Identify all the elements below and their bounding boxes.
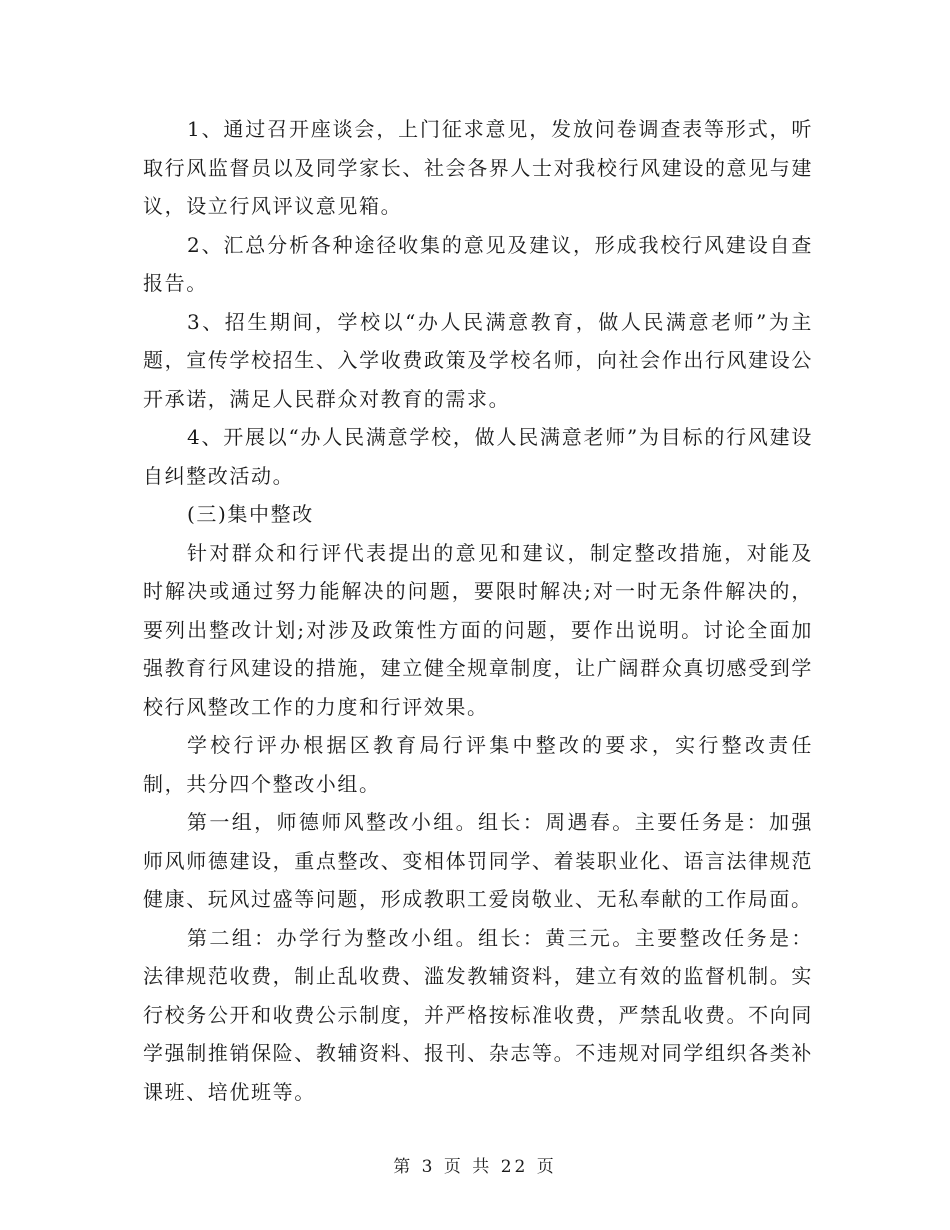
section-heading: (三)集中整改 — [187, 502, 314, 526]
paragraph-1: 1、通过召开座谈会，上门征求意见，发放问卷调查表等形式，听取行风监督员以及同学家长、社会各界人士对我校行风建设的意见与建议，设立行风评议意见箱。 — [143, 117, 813, 218]
paragraph-8: 第一组，师德师风整改小组。组长：周遇春。主要任务是：加强师风师德建设，重点整改、变相体罚同学、着装职业化、语言法律规范健康、玩风过盛等问题，形成教职工爱岗敬业、无私奉献的工作局面。 — [143, 810, 813, 911]
paragraph-7: 学校行评办根据区教育局行评集中整改的要求，实行整改责任制，共分四个整改小组。 — [143, 733, 813, 796]
page-number-footer: 第 3 页 共 22 页 — [393, 1157, 557, 1177]
paragraph-2: 2、汇总分析各种途径收集的意见及建议，形成我校行风建设自查报告。 — [143, 232, 813, 295]
document-body — [143, 110, 813, 1111]
paragraph-6: 针对群众和行评代表提出的意见和建议，制定整改措施，对能及时解决或通过努力能解决的问题，要限时解决;对一时无条件解决的，要列出整改计划;对涉及政策性方面的问题，要作出说明。讨论全面加强教育行风建设的措施，建立健全规章制度，让广阔群众真切感受到学校行风整改工作的力度和行评效果。 — [143, 540, 813, 719]
paragraph-4: 4、开展以“办人民满意学校，做人民满意老师”为目标的行风建设自纠整改活动。 — [143, 425, 813, 488]
paragraph-9: 第二组：办学行为整改小组。组长：黄三元。主要整改任务是：法律规范收费，制止乱收费、滥发教辅资料，建立有效的监督机制。实行校务公开和收费公示制度，并严格按标准收费，严禁乱收费。不向同学强制推销保险、教辅资料、报刊、杂志等。不违规对同学组织各类补课班、培优班等。 — [143, 925, 813, 1104]
paragraph-3: 3、招生期间，学校以“办人民满意教育，做人民满意老师”为主题，宣传学校招生、入学收费政策及学校名师，向社会作出行风建设公开承诺，满足人民群众对教育的需求。 — [143, 309, 813, 411]
